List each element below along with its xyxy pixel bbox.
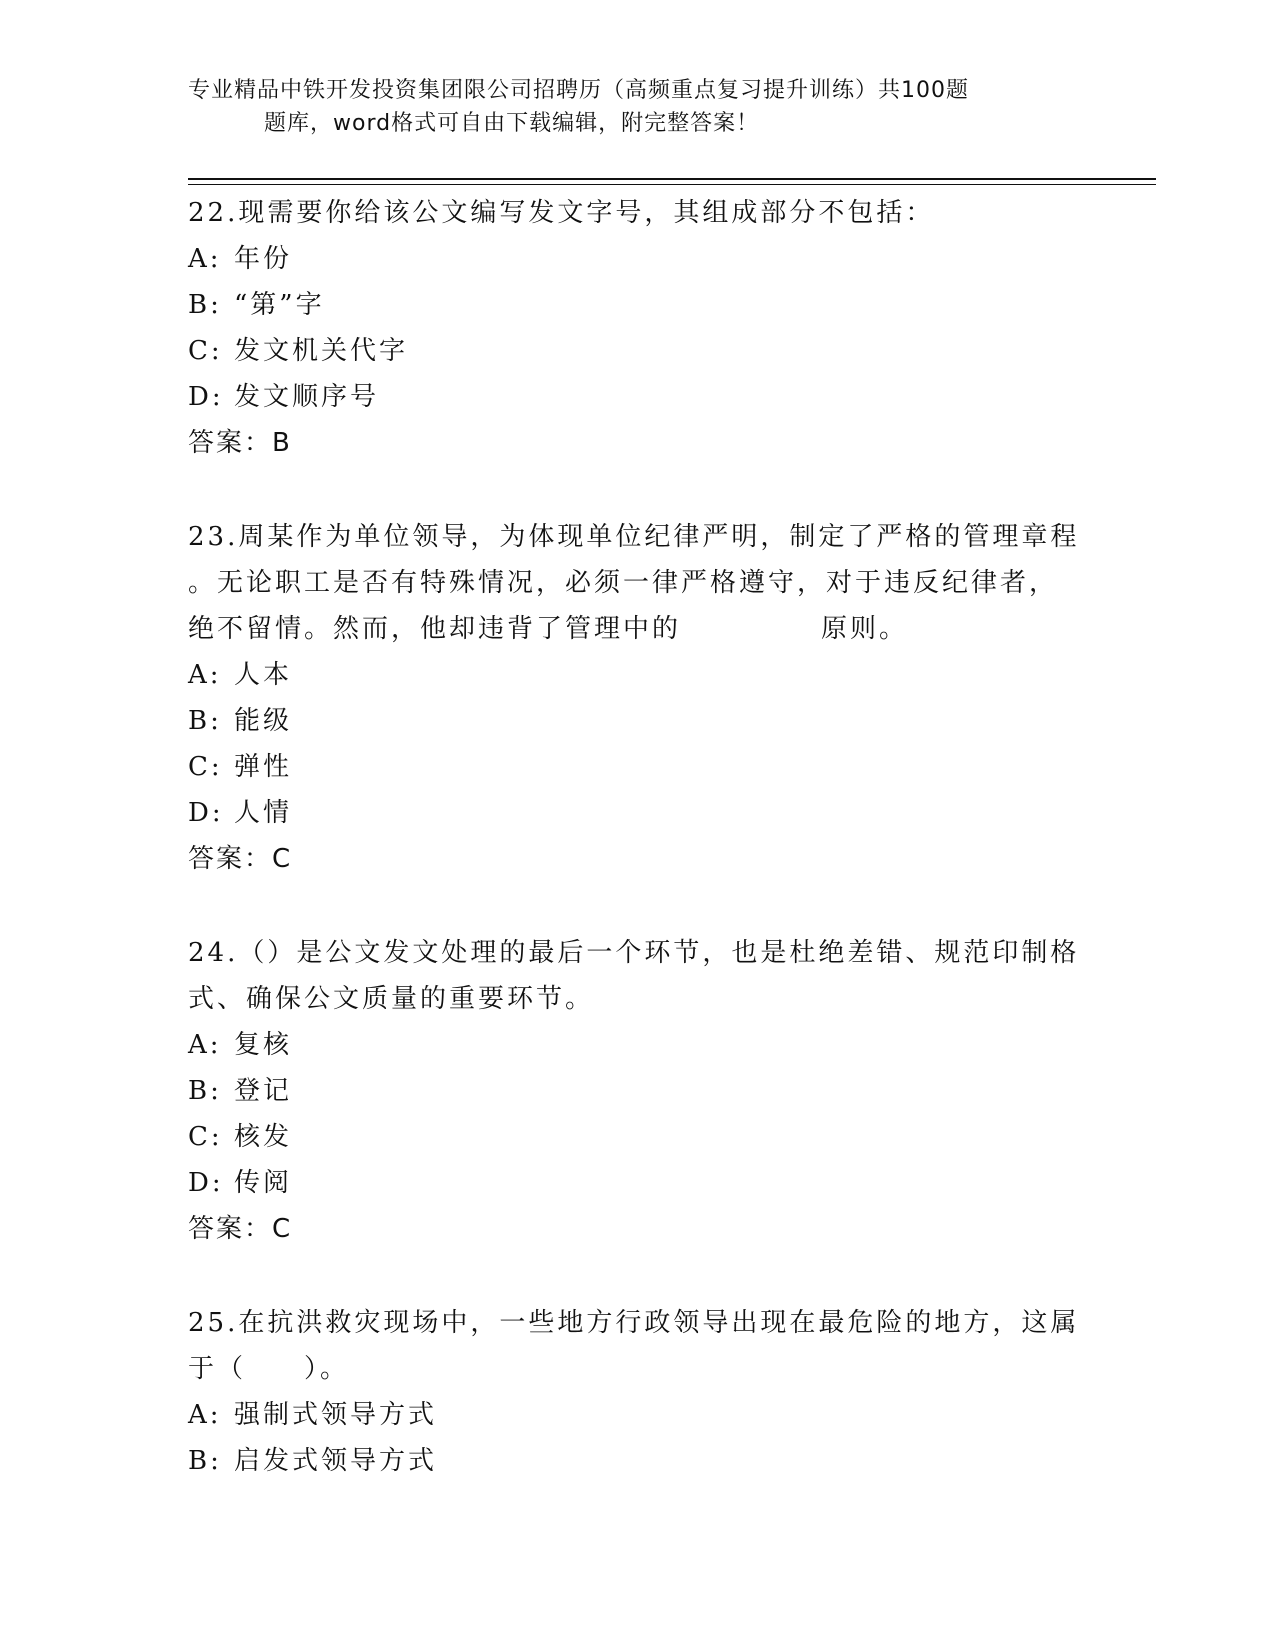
option-key: C: xyxy=(188,752,223,782)
question-text-line: 式、确保公文质量的重要环节。 xyxy=(188,984,595,1014)
option-key: A: xyxy=(188,244,222,274)
option-text: 弹性 xyxy=(234,752,293,782)
header-divider-thick xyxy=(188,178,1156,180)
question-list xyxy=(188,190,1088,1532)
option-text: 发文机关代字 xyxy=(234,336,409,366)
header-title-line1: 专业精品中铁开发投资集团限公司招聘历（高频重点复习提升训练）共100题 xyxy=(188,78,969,103)
option-c xyxy=(188,328,1088,374)
option-c xyxy=(188,744,1088,790)
option-key: B: xyxy=(188,1076,222,1106)
question-text: 22.现需要你给该公文编写发文字号，其组成部分不包括： xyxy=(188,198,935,228)
option-text: 传阅 xyxy=(234,1168,293,1198)
option-d xyxy=(188,374,1088,420)
option-a xyxy=(188,236,1088,282)
header-divider-thin xyxy=(188,184,1156,185)
option-text: 登记 xyxy=(234,1076,293,1106)
question-text-line: 于（ ）。 xyxy=(188,1354,350,1384)
answer-line: 答案：B xyxy=(188,428,292,458)
option-text: 启发式领导方式 xyxy=(234,1446,438,1476)
option-b xyxy=(188,1068,1088,1114)
question-24 xyxy=(188,930,1088,1252)
option-key: C: xyxy=(188,336,223,366)
option-a xyxy=(188,1022,1088,1068)
option-b xyxy=(188,282,1088,328)
option-text: 复核 xyxy=(234,1030,293,1060)
question-text-after-blank: 原则。 xyxy=(821,614,909,644)
question-text-line: 24.（）是公文发文处理的最后一个环节，也是杜绝差错、规范印制格 xyxy=(188,938,1080,968)
option-text: 年份 xyxy=(234,244,293,274)
option-text: 能级 xyxy=(234,706,293,736)
option-key: A: xyxy=(188,1400,222,1430)
option-text: 人情 xyxy=(234,798,293,828)
option-d xyxy=(188,1160,1088,1206)
question-text-before-blank: 绝不留情。然而，他却违背了管理中的 xyxy=(188,614,682,644)
option-b xyxy=(188,698,1088,744)
document-header xyxy=(188,74,1068,140)
option-a xyxy=(188,1392,1088,1438)
option-c xyxy=(188,1114,1088,1160)
option-key: D: xyxy=(188,382,224,412)
question-25 xyxy=(188,1300,1088,1484)
option-d xyxy=(188,790,1088,836)
question-text-line: 。无论职工是否有特殊情况，必须一律严格遵守，对于违反纪律者， xyxy=(188,568,1059,598)
header-title-line2: 题库，word格式可自由下载编辑，附完整答案！ xyxy=(264,111,760,136)
option-key: B: xyxy=(188,1446,222,1476)
option-key: B: xyxy=(188,706,222,736)
option-a xyxy=(188,652,1088,698)
option-text: 强制式领导方式 xyxy=(234,1400,438,1430)
option-key: A: xyxy=(188,1030,222,1060)
option-text: 发文顺序号 xyxy=(234,382,380,412)
answer-line: 答案：C xyxy=(188,844,293,874)
option-text: 核发 xyxy=(234,1122,293,1152)
option-text: 人本 xyxy=(234,660,293,690)
option-key: B: xyxy=(188,290,222,320)
question-23 xyxy=(188,514,1088,882)
question-text-line: 23.周某作为单位领导，为体现单位纪律严明，制定了严格的管理章程 xyxy=(188,522,1080,552)
option-text: “第”字 xyxy=(234,290,325,320)
option-key: D: xyxy=(188,798,224,828)
question-22 xyxy=(188,190,1088,466)
option-key: D: xyxy=(188,1168,224,1198)
question-text-line xyxy=(188,606,1088,652)
option-b xyxy=(188,1438,1088,1484)
answer-line: 答案：C xyxy=(188,1214,293,1244)
option-key: A: xyxy=(188,660,222,690)
option-key: C: xyxy=(188,1122,223,1152)
question-text-line: 25.在抗洪救灾现场中，一些地方行政领导出现在最危险的地方，这属 xyxy=(188,1308,1080,1338)
